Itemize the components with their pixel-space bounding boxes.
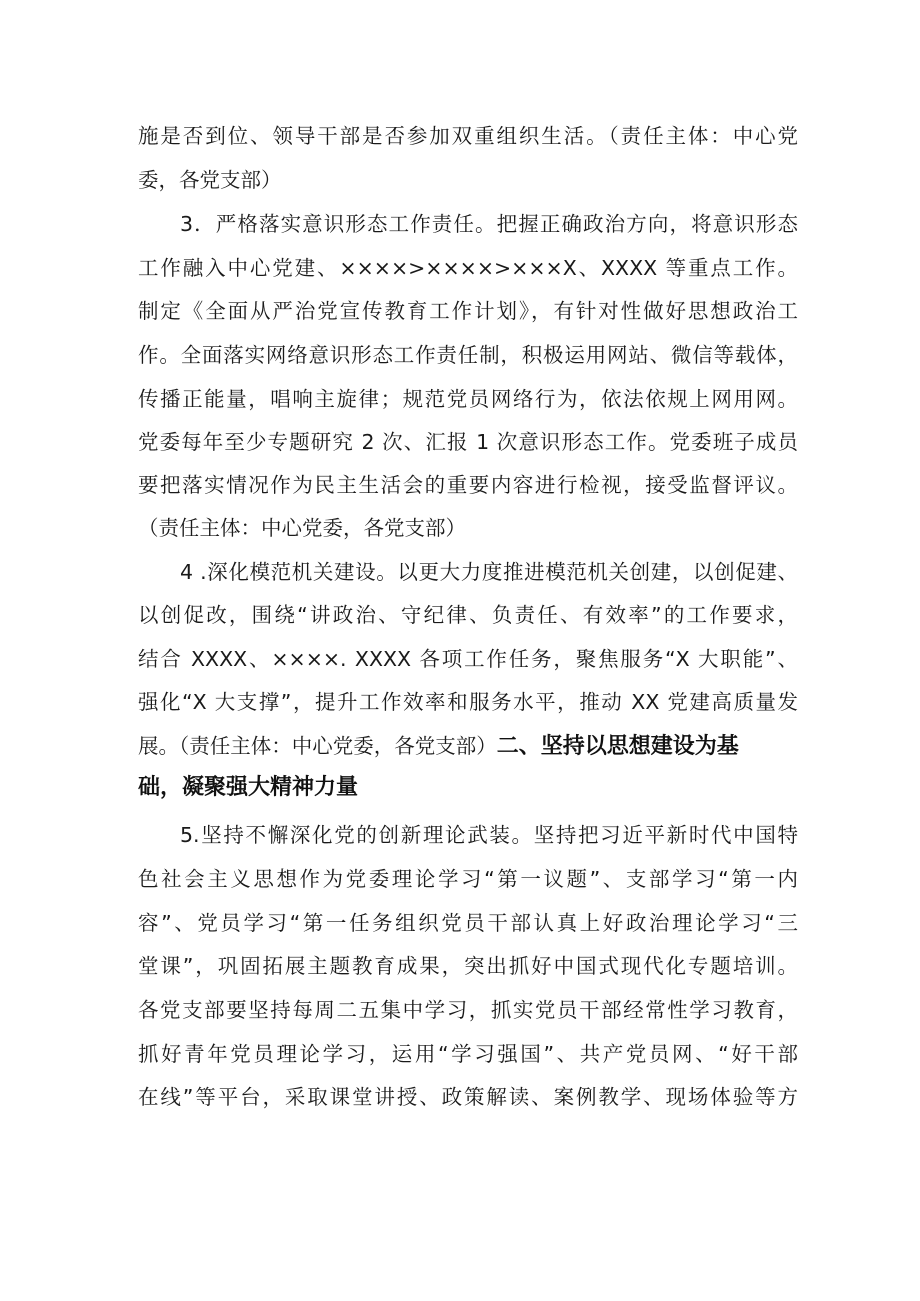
item-3-line: 党委每年至少专题研究 2 次、汇报 1 次意识形态工作。党委班子成员 bbox=[138, 430, 798, 454]
item-5-line: 色社会主义思想作为党委理论学习“第一议题”、支部学习“第一内 bbox=[138, 867, 798, 891]
item-5-line: 5.坚持不懈深化党的创新理论武装。坚持把习近平新时代中国特 bbox=[180, 823, 798, 847]
item-4-last-line: 展。（责任主体：中心党委，各党支部） bbox=[138, 734, 497, 758]
item-3-line: 工作融入中心党建、××××>××××>×××X、XXXX 等重点工作。 bbox=[138, 256, 798, 280]
paragraph-line: 施是否到位、领导干部是否参加双重组织生活。（责任主体：中心党 bbox=[138, 124, 798, 148]
section-heading-part1: 二、坚持以思想建设为基 bbox=[496, 734, 739, 759]
item-4-line: 强化“X 大支撑”，提升工作效率和服务水平，推动 XX 党建高质量发 bbox=[138, 690, 798, 714]
item-5-line: 在线”等平台，采取课堂讲授、政策解读、案例教学、现场体验等方 bbox=[138, 1085, 798, 1109]
item-5-line: 容”、党员学习“第一任务组织党员干部认真上好政治理论学习“三 bbox=[138, 911, 798, 935]
item-3-line: 作。全面落实网络意识形态工作责任制，积极运用网站、微信等载体， bbox=[138, 343, 798, 367]
item-3-line: 3．严格落实意识形态工作责任。把握正确政治方向，将意识形态 bbox=[180, 212, 798, 236]
item-5-line: 抓好青年党员理论学习，运用“学习强国”、共产党员网、“好干部 bbox=[138, 1042, 798, 1066]
section-heading-part2: 础，凝聚强大精神力量 bbox=[138, 775, 359, 800]
item-3-line: 要把落实情况作为民主生活会的重要内容进行检视，接受监督评议。 bbox=[138, 473, 798, 497]
item-5-line: 堂课”，巩固拓展主题教育成果，突出抓好中国式现代化专题培训。 bbox=[138, 954, 798, 978]
item-3-line: 传播正能量，唱响主旋律；规范党员网络行为，依法依规上网用网。 bbox=[138, 387, 798, 411]
item-3-line: （责任主体：中心党委，各党支部） bbox=[138, 516, 466, 540]
item-3-line: 制定《全面从严治党宣传教育工作计划》，有针对性做好思想政治工 bbox=[138, 299, 798, 323]
item-4-last-with-heading bbox=[138, 726, 798, 766]
item-5-line: 各党支部要坚持每周二五集中学习，抓实党员干部经常性学习教育， bbox=[138, 998, 798, 1022]
item-4-line: 以创促改，围绕“讲政治、守纪律、负责任、有效率”的工作要求， bbox=[138, 603, 798, 627]
item-4-line: 结合 XXXX、××××. XXXX 各项工作任务，聚焦服务“X 大职能”、 bbox=[138, 647, 798, 671]
item-4-line: 4 .深化模范机关建设。以更大力度推进模范机关创建，以创促建、 bbox=[180, 560, 798, 584]
paragraph-line: 委，各党支部） bbox=[138, 168, 282, 192]
